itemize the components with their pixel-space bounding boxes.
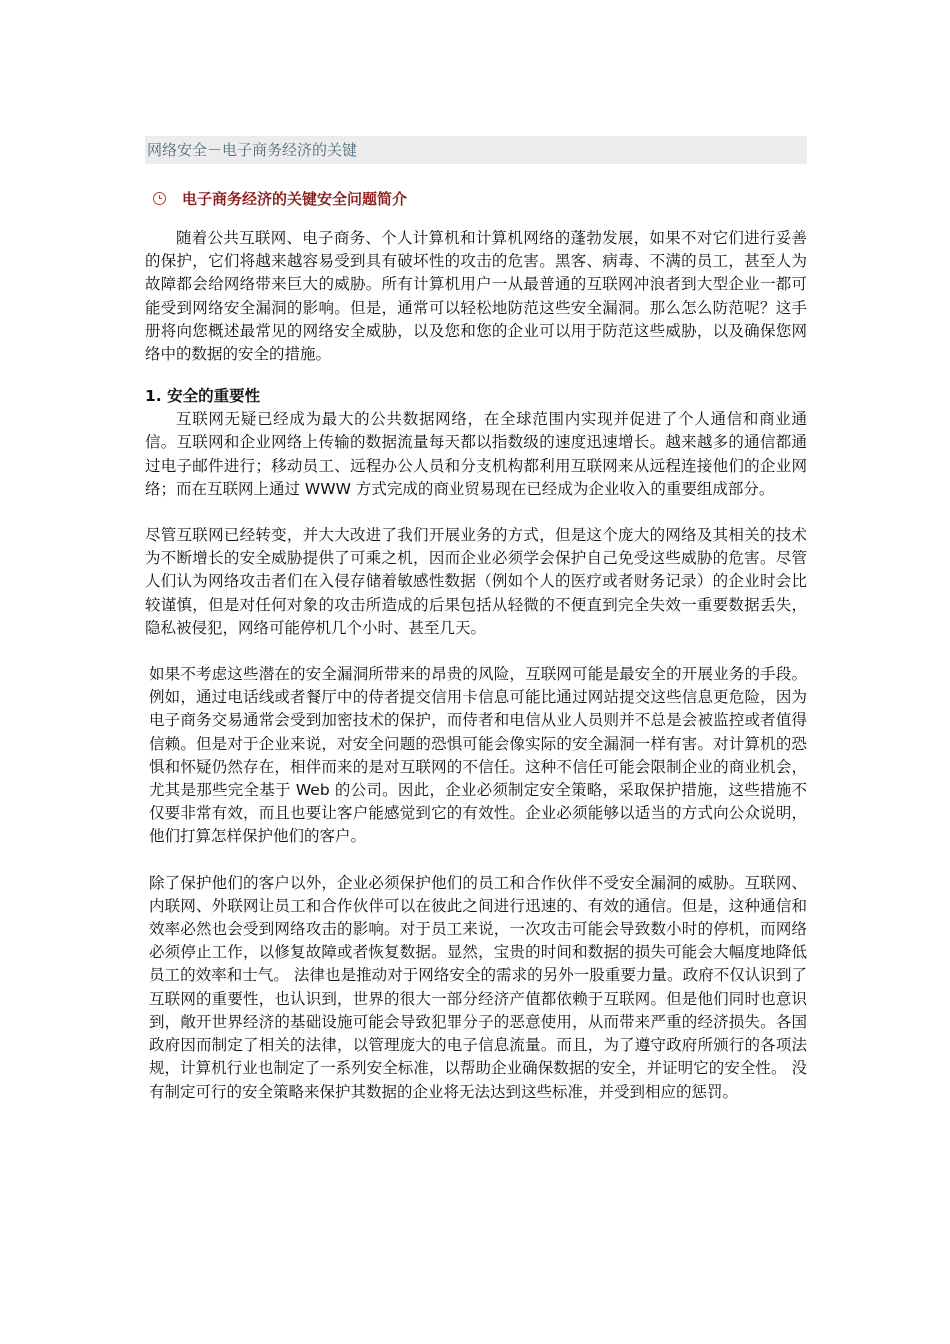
document-title: 网络安全－电子商务经济的关键 [147,141,358,159]
intro-paragraph: 随着公共互联网、电子商务、个人计算机和计算机网络的蓬勃发展，如果不对它们进行妥善的保护，它们将越来越容易受到具有破坏性的攻击的危害。黑客、病毒、不满的员工，甚至人为故障都会给网络带来巨大的威胁。所有计算机用户一从最普通的互联网冲浪者到大型企业一都可能受到网络安全漏洞的影响。但是，通常可以轻松地防范这些安全漏洞。那么怎么防范呢？这手册将向您概述最常见的网络安全威胁，以及您和您的企业可以用于防范这些威胁，以及确保您网络中的数据的安全的措施。 [145,229,807,364]
paragraph-2: 尽管互联网已经转变，并大大改进了我们开展业务的方式，但是这个庞大的网络及其相关的技术为不断增长的安全威胁提供了可乘之机，因而企业必须学会保护自己免受这些威胁的危害。尽管人们认为网络攻击者们在入侵存储着敏感性数据（例如个人的医疗或者财务记录）的企业时会比较谨慎，但是对任何对象的攻击所造成的后果包括从轻微的不便直到完全失效一重要数据丢失，隐私被侵犯，网络可能停机几个小时、甚至几天。 [145,526,807,637]
heading-importance: 1. 安全的重要性 [145,387,261,406]
document-title-bar [145,136,807,164]
paragraph-3: 如果不考虑这些潜在的安全漏洞所带来的昂贵的风险，互联网可能是最安全的开展业务的手段。例如，通过电话线或者餐厅中的侍者提交信用卡信息可能比通过网站提交这些信息更危险，因为电子商务交易通常会受到加密技术的保护，而侍者和电信从业人员则并不总是会被监控或者值得信赖。但是对于企业来说，对安全问题的恐惧可能会像实际的安全漏洞一样有害。对计算机的恐惧和怀疑仍然存在，相伴而来的是对互联网的不信任。这种不信任可能会限制企业的商业机会，尤其是那些完全基于 Web 的公司。因此，企业必须制定安全策略，采取保护措施，这些措施不仅要非常有效，而且也要让客户能感觉到它的有效性。企业必须能够以适当的方式向公众说明，他们打算怎样保护他们的客户。 [149,665,807,846]
clock-icon [153,192,166,205]
paragraph-4: 除了保护他们的客户以外，企业必须保护他们的员工和合作伙伴不受安全漏洞的威胁。互联网、内联网、外联网让员工和合作伙伴可以在彼此之间进行迅速的、有效的通信。但是，这种通信和效率必然也会受到网络攻击的影响。对于员工来说，一次攻击可能会导致数小时的停机，而网络必须停止工作，以修复故障或者恢复数据。显然，宝贵的时间和数据的损失可能会大幅度地降低员工的效率和士气。 法律也是推动对于网络安全的需求的另外一股重要力量。政府不仅认识到了互联网的重要性，也认识到，世界的很大一部分经济产值都依赖于互联网。但是他们同时也意识到，敞开世界经济的基础设施可能会导致犯罪分子的恶意使用，从而带来严重的经济损失。各国政府因而制定了相关的法律，以管理庞大的电子信息流量。而且，为了遵守政府所颁行的各项法规，计算机行业也制定了一系列安全标准，以帮助企业确保数据的安全，并证明它的安全性。 没有制定可行的安全策略来保护其数据的企业将无法达到这些标准，并受到相应的惩罚。 [149,873,807,1101]
section-header [145,185,807,211]
paragraph-1: 互联网无疑已经成为最大的公共数据网络，在全球范围内实现并促进了个人通信和商业通信。互联网和企业网络上传输的数据流量每天都以指数级的速度迅速增长。越来越多的通信都通过电子邮件进行；移动员工、远程办公人员和分支机构都利用互联网来从远程连接他们的企业网络；而在互联网上通过 WWW 方式完成的商业贸易现在已经成为企业收入的重要组成部分。 [145,410,807,498]
section-title: 电子商务经济的关键安全问题简介 [182,189,408,208]
document-page [145,136,807,1104]
